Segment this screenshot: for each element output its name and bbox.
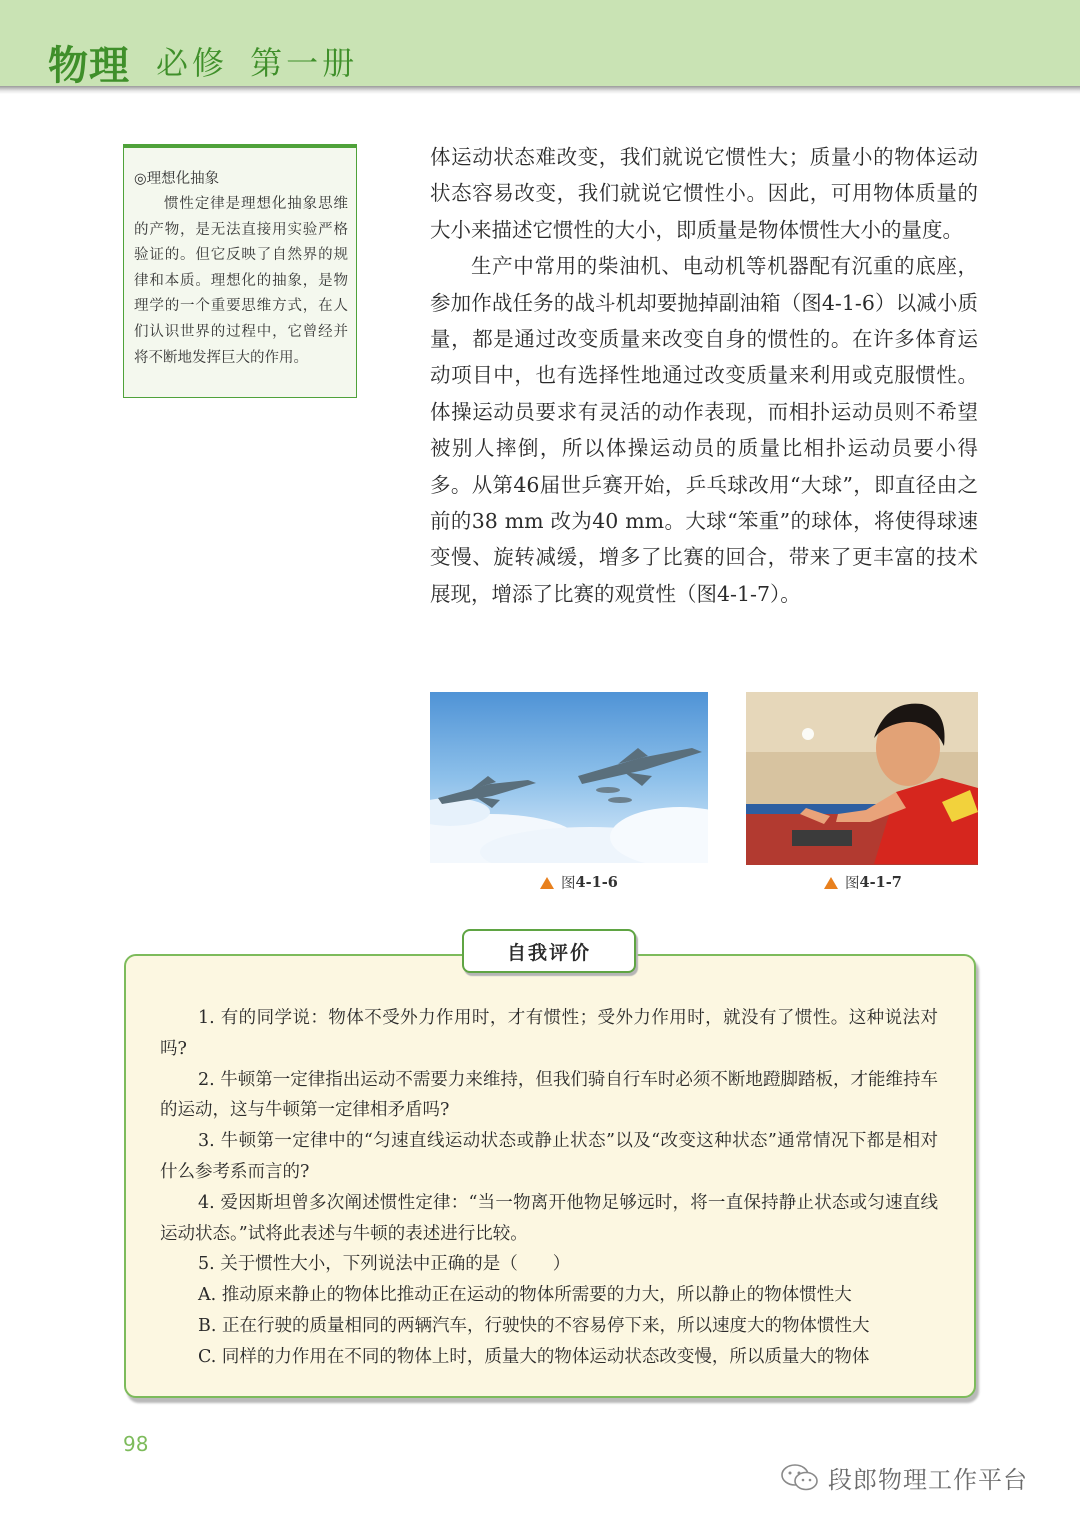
question-1: 1. 有的同学说：物体不受外力作用时，才有惯性；受外力作用时，就没有了惯性。这种说法对吗?: [160, 1008, 938, 1059]
sidebar-note: [123, 144, 357, 398]
caption-number: 4-1-7: [859, 874, 902, 891]
book-subtitle: 必修 第一册: [156, 44, 359, 82]
self-evaluation-title: 自我评价: [462, 929, 636, 973]
page-number: 98: [123, 1432, 149, 1456]
option-c: C. 同样的力作用在不同的物体上时，质量大的物体运动状态改变慢，所以质量大的物体: [198, 1346, 870, 1367]
figure-1-caption: [540, 872, 618, 893]
paragraph-2: 生产中常用的柴油机、电动机等机器配有沉重的底座，参加作战任务的战斗机却要抛掉副油箱（图4-1-6）以减小质量，都是通过改变质量来改变自身的惯性的。在许多体育运动项目中，也有选择性地通过改变质量来利用或克服惯性。体操运动员要求有灵活的动作表现，而相扑运动员则不希望被别人摔倒，所以体操运动员的质量比相扑运动员要小得多。从第46届世乒赛开始，乒乓球改用“大球”，即直径由之前的38 mm 改为40 mm。大球“笨重”的球体，将使得球速变慢、旋转减缓，增多了比赛的回合，带来了更丰富的技术展现，增添了比赛的观赏性（图4-1-7）。: [430, 254, 978, 606]
question-5: 5. 关于惯性大小，下列说法中正确的是（ ）: [198, 1254, 571, 1275]
sidebar-note-title: ◎理想化抽象: [134, 171, 220, 187]
question-4: 4. 爱因斯坦曾多次阐述惯性定律：“当一物离开他物足够远时，将一直保持静止状态或匀速直线运动状态。”试将此表述与牛顿的表述进行比较。: [160, 1192, 938, 1244]
caption-prefix: 图: [845, 876, 860, 892]
book-title: 物理: [48, 43, 130, 89]
option-a: A. 推动原来静止的物体比推动正在运动的物体所需要的力大，所以静止的物体惯性大: [198, 1285, 852, 1306]
question-2: 2. 牛顿第一定律指出运动不需要力来维持，但我们骑自行车时必须不断地蹬脚踏板，才能维持车的运动，这与牛顿第一定律相矛盾吗?: [160, 1069, 938, 1121]
watermark-text: 段郎物理工作平台: [828, 1466, 1028, 1494]
header-shadow: [0, 86, 1080, 94]
figure-table-tennis-player: [746, 692, 978, 865]
caption-prefix: 图: [561, 876, 576, 892]
watermark: [780, 1460, 1028, 1495]
sidebar-note-body: 惯性定律是理想化抽象思维的产物，是无法直接用实验严格验证的。但它反映了自然界的规律和本质。理想化的抽象，是物理学的一个重要思维方式，在人们认识世界的过程中，它曾经并将不断地发挥巨大的作用。: [134, 196, 348, 366]
caption-number: 4-1-6: [575, 874, 618, 891]
figure-2-caption: [824, 872, 902, 893]
triangle-icon: [540, 877, 554, 889]
figure-fighter-jets: [430, 692, 708, 863]
option-b: B. 正在行驶的质量相同的两辆汽车，行驶快的不容易停下来，所以速度大的物体惯性大: [198, 1315, 870, 1336]
self-evaluation-questions: [160, 1003, 938, 1373]
question-3: 3. 牛顿第一定律中的“匀速直线运动状态或静止状态”以及“改变这种状态”通常情况下都是相对什么参考系而言的?: [160, 1131, 938, 1182]
triangle-icon: [824, 877, 838, 889]
paragraph-1: 体运动状态难改变，我们就说它惯性大；质量小的物体运动状态容易改变，我们就说它惯性小。因此，可用物体质量的大小来描述它惯性的大小，即质量是物体惯性大小的量度。: [430, 145, 978, 242]
wechat-icon: [780, 1463, 820, 1493]
main-text: [430, 139, 978, 612]
